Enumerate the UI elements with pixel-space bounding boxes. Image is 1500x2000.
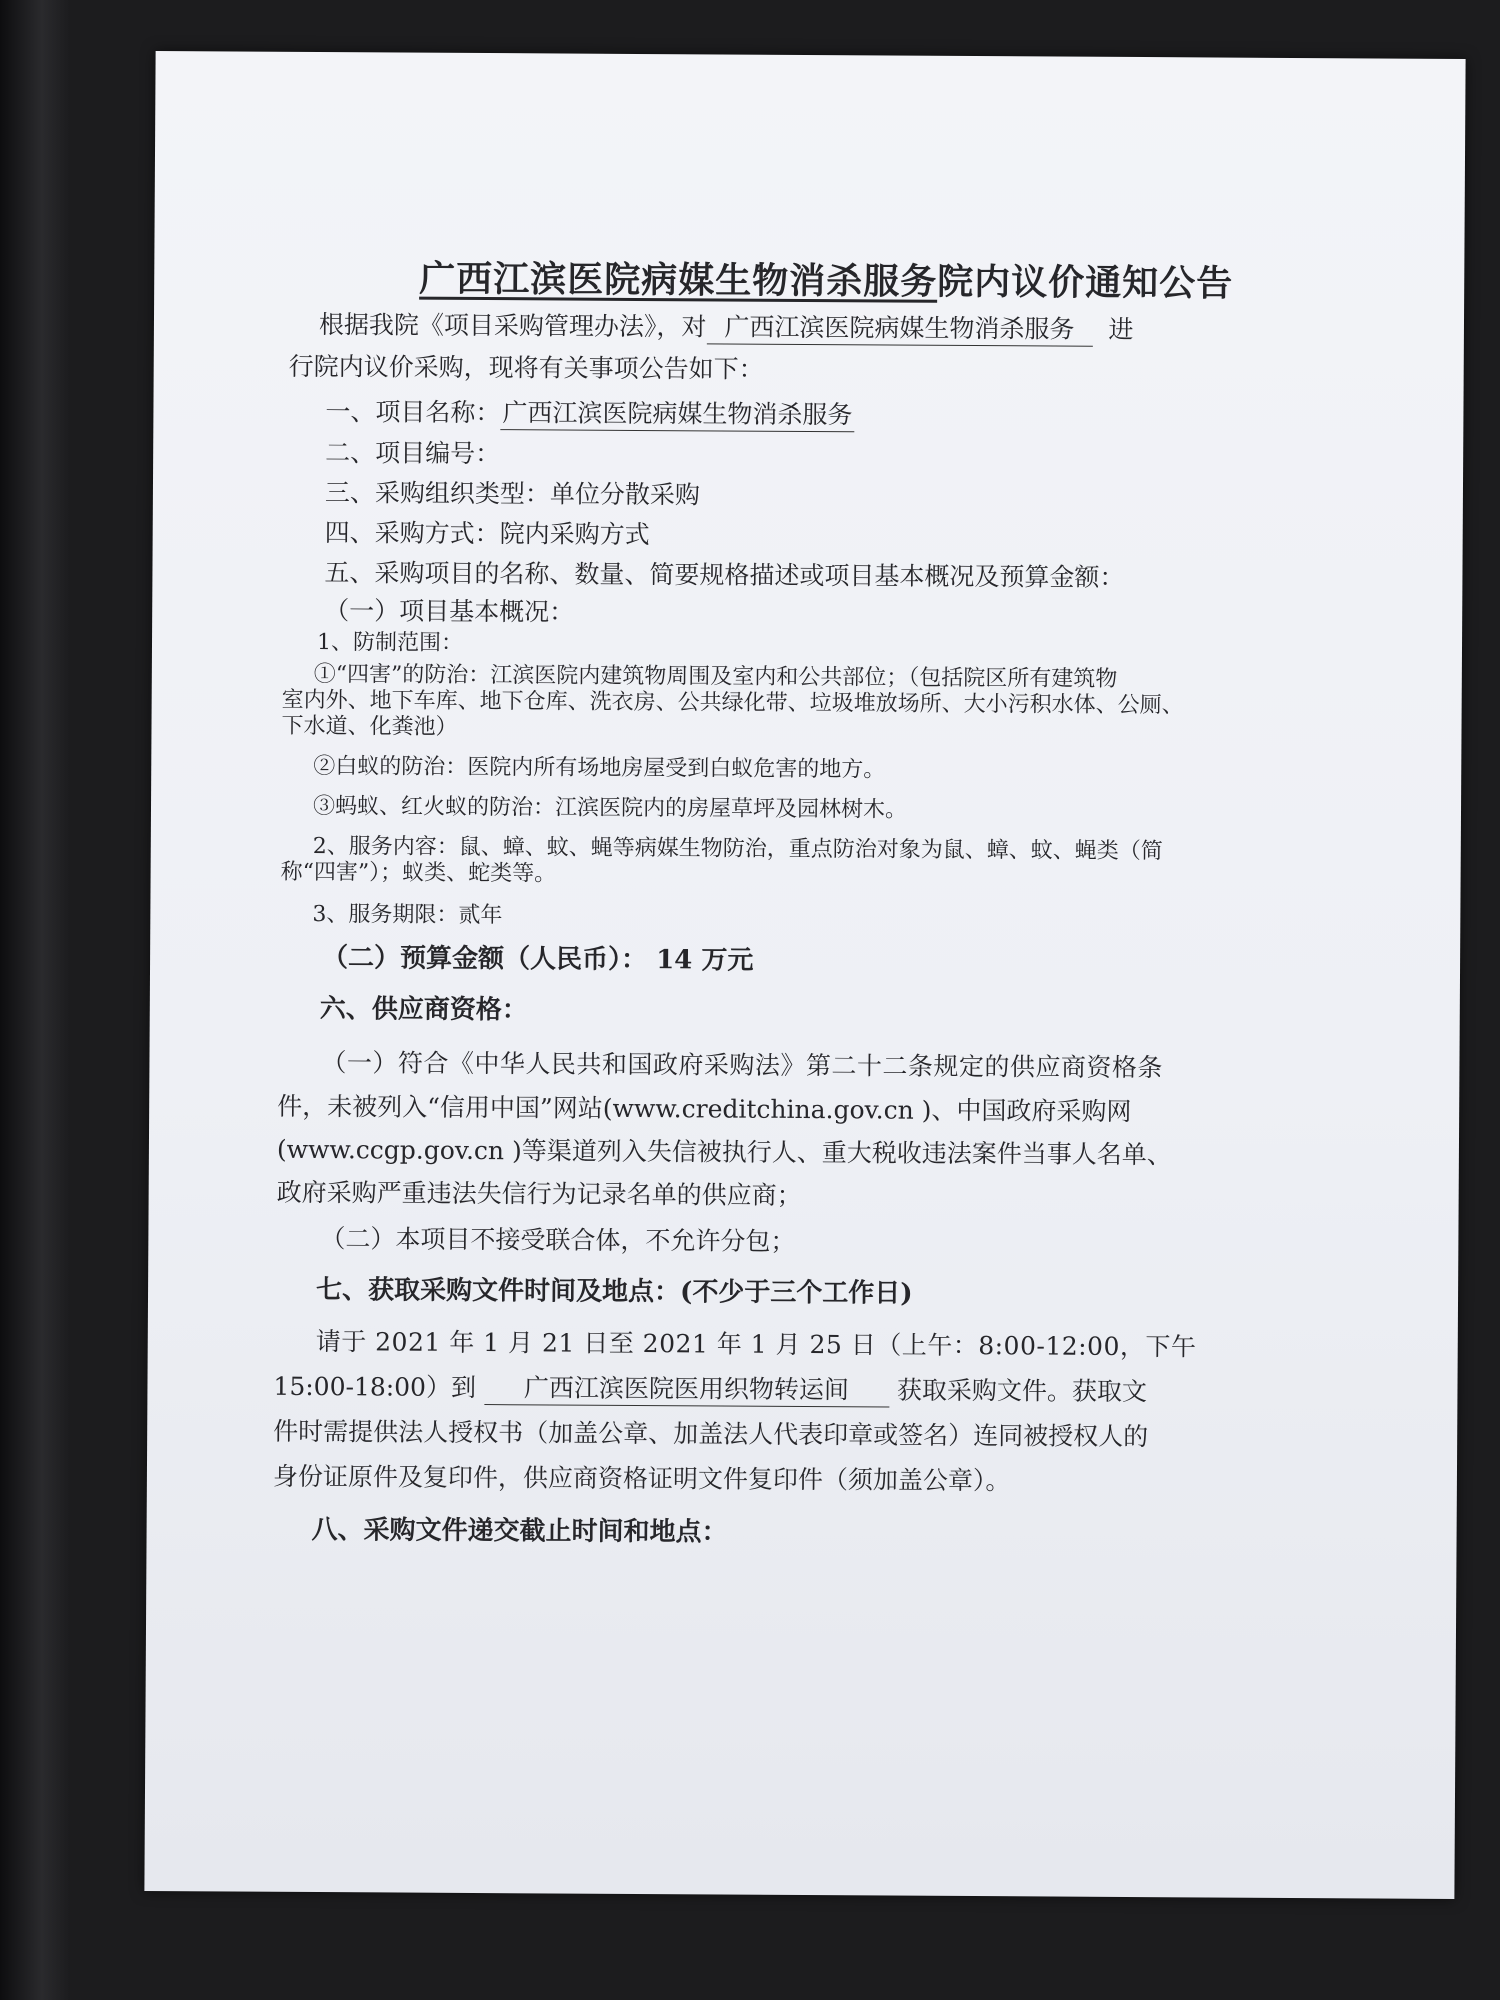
qualification-1-line-1: （一）符合《中华人民共和国政府采购法》第二十二条规定的供应商资格条: [321, 1048, 1164, 1083]
item-1-label: 一、项目名称：: [325, 397, 501, 428]
item-org-type: 三、采购组织类型：单位分散采购: [324, 478, 701, 510]
obtain-line-3: 件时需提供法人授权书（加盖公章、加盖法人代表印章或签名）连同被授权人的: [273, 1416, 1149, 1452]
item-project-number: 二、项目编号：: [325, 438, 501, 469]
item-qualification: 六、供应商资格：: [319, 994, 528, 1026]
overview-subheading: （一）项目基本概况：: [324, 596, 575, 627]
item-submission-deadline: 八、采购文件递交截止时间和地点：: [311, 1514, 728, 1548]
service-line-2: 称“四害”）；蚁类、蛇类等。: [280, 859, 557, 887]
intro-project-name: 广西江滨医院病媒生物消杀服务: [706, 312, 1092, 346]
item-1-value: 广西江滨医院病媒生物消杀服务: [500, 398, 854, 432]
scope-1-line-1: ①“四害”的防治：江滨医院内建筑物周围及室内和公共部位；（包括院区所有建筑物: [313, 661, 1118, 692]
qualification-1-line-4: 政府采购严重违法失信行为记录名单的供应商；: [276, 1177, 802, 1210]
qualification-2: （二）本项目不接受联合体，不允许分包；: [320, 1224, 796, 1256]
scope-3: ③蚂蚁、红火蚁的防治：江滨医院内的房屋草坪及园林树木。: [312, 793, 908, 823]
scope-1-line-3: 下水道、化粪池）: [281, 713, 458, 740]
item-obtain-documents: 七、获取采购文件时间及地点：(不少于三个工作日): [315, 1275, 913, 1309]
obtain-time: 15:00-18:00）到: [273, 1371, 477, 1402]
title-rest: 院内议价通知公告: [937, 260, 1234, 305]
intro-line-2: 行院内议价采购，现将有关事项公告如下：: [288, 351, 764, 384]
obtain-line-1: 请于 2021 年 1 月 21 日至 2021 年 1 月 25 日（上午：8:00-12:00，下午: [315, 1327, 1197, 1362]
intro-suffix: 进: [1108, 314, 1134, 344]
item-method: 四、采购方式：院内采购方式: [324, 518, 650, 550]
qualification-1-line-3: (www.ccgp.gov.cn )等渠道列入失信被执行人、重大税收违法案件当事人名单、: [276, 1134, 1172, 1170]
obtain-line-4: 身份证原件及复印件，供应商资格证明文件复印件（须加盖公章）。: [272, 1461, 1011, 1496]
budget-amount: （二）预算金额（人民币）： 14 万元: [322, 943, 754, 976]
item-overview-heading: 五、采购项目的名称、数量、简要规格描述或项目基本概况及预算金额：: [324, 558, 1125, 592]
scope-title: 1、防制范围：: [316, 630, 464, 656]
page-title: [419, 258, 1233, 306]
desk-background: [0, 0, 70, 2000]
scope-1-line-2: 室内外、地下车库、地下仓库、洗衣房、公共绿化带、垃圾堆放场所、大小污积水体、公厕、: [281, 687, 1184, 719]
scope-2: ②白蚁的防治：医院内所有场地房屋受到白蚁危害的地方。: [313, 753, 886, 783]
obtain-place: 广西江滨医院医用织物转运间: [484, 1373, 889, 1407]
item-project-name: [325, 397, 854, 432]
service-period: 3、服务期限：贰年: [312, 901, 503, 929]
notice-paper: [144, 51, 1465, 1899]
obtain-suffix: 获取采购文件。获取文: [896, 1375, 1148, 1407]
service-line-1: 2、服务内容：鼠、蟑、蚊、蝇等病媒生物防治，重点防治对象为鼠、蟑、蚊、蝇类（简: [312, 833, 1163, 865]
obtain-line-2: [273, 1372, 1147, 1409]
title-underlined: 广西江滨医院病媒生物消杀服务: [419, 257, 938, 303]
intro-prefix: 根据我院《项目采购管理办法》，对: [318, 310, 707, 342]
qualification-1-line-2: 件，未被列入“信用中国”网站(www.creditchina.gov.cn )、中国政府采购网: [277, 1091, 1132, 1126]
intro-line-1: [319, 310, 1134, 347]
